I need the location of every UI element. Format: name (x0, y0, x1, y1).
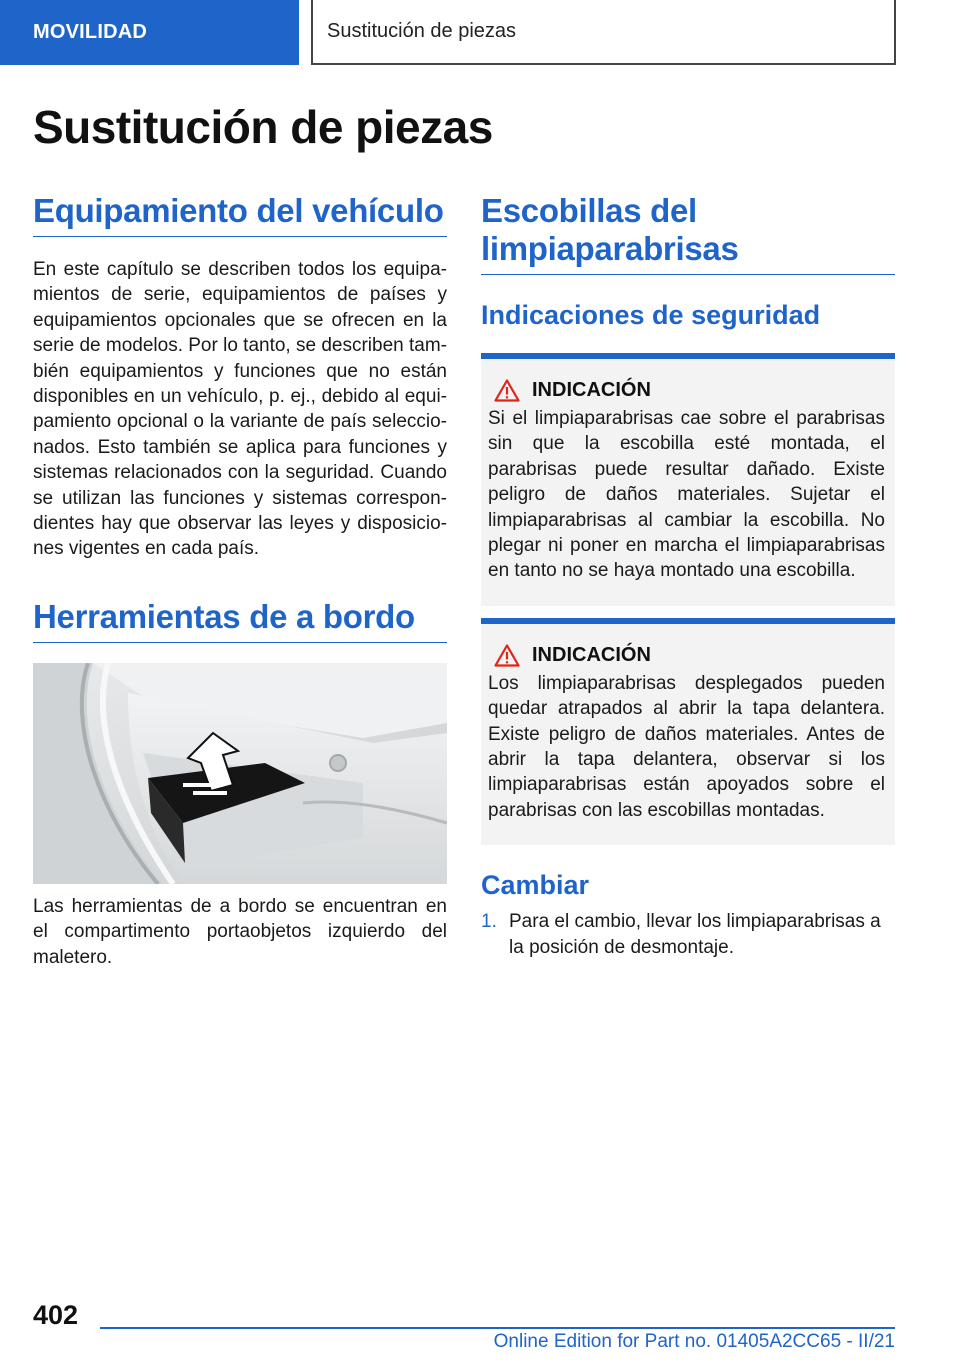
notice-title: INDICACIÓN (532, 643, 651, 666)
step-text: Para el cambio, llevar los limpiaparabrisas a la posición de desmontaje. (509, 911, 881, 958)
header-section-label: MOVILIDAD (33, 21, 148, 43)
wiper-heading: Escobillas del limpiaparabrisas (481, 192, 895, 275)
notice-box-1 (481, 353, 895, 606)
warning-triangle-icon (494, 379, 520, 402)
warning-triangle-icon (494, 644, 520, 667)
footer-divider (100, 1327, 895, 1329)
notice-header (494, 644, 885, 667)
footer-edition: Online Edition for Part no. 01405A2CC65 - II/21 (493, 1331, 895, 1352)
left-column (33, 192, 447, 970)
trunk-compartment-image (33, 663, 447, 884)
page-title: Sustitución de piezas (33, 101, 493, 153)
step-item (481, 909, 895, 960)
header-section-tab (0, 0, 299, 65)
equipment-heading: Equipamiento del vehículo (33, 192, 447, 237)
step-number: 1. (481, 911, 497, 933)
page-number: 402 (33, 1300, 79, 1330)
right-column (481, 192, 895, 960)
tools-caption: Las herramientas de a bordo se encuentran en el compartimento portaobjetos izquierdo del maletero. (33, 895, 447, 968)
equipment-paragraph: En este capítulo se describen todos los equipamientos de serie, equipamientos de países y equipamientos opcionales que se ofrecen en la serie de modelos. Por lo tanto, se describen también equipamientos y funciones que no están disponibles en un vehículo, p. ej., debido al equipamiento opcional o la variante de país seleccionados. Esto también se aplica para funciones y sistemas relacionados con la seguridad. Cuando se utilizan las funciones y sistemas correspondientes hay que observar las leyes y disposiciones vigentes en cada país. (33, 259, 447, 560)
notice-header (494, 379, 885, 402)
header-chapter-tab (311, 0, 896, 65)
notice-text: Si el limpiaparabrisas cae sobre el parabrisas sin que la escobilla esté montada, el parabrisas puede resultar dañado. Existe peligro de daños materiales. Sujetar el limpiaparabrisas al cambiar la escobilla. No plegar ni poner en marcha el limpiaparabrisas en tanto no se haya montado una escobilla. (488, 408, 885, 582)
notice-box-2 (481, 618, 895, 845)
tools-heading: Herramientas de a bordo (33, 598, 447, 643)
header-chapter-label: Sustitución de piezas (327, 20, 517, 42)
safety-heading: Indicaciones de seguridad (481, 300, 821, 330)
change-heading: Cambiar (481, 870, 590, 901)
change-steps (481, 909, 895, 960)
notice-text: Los limpiaparabrisas desplegados pueden quedar atrapados al abrir la tapa delantera. Existe peligro de daños materiales. Antes de abrir la tapa delantera, observar si los limpiaparabrisas están apoyados sobre el parabrisas con las escobillas montadas. (488, 672, 885, 821)
notice-title: INDICACIÓN (532, 379, 651, 401)
